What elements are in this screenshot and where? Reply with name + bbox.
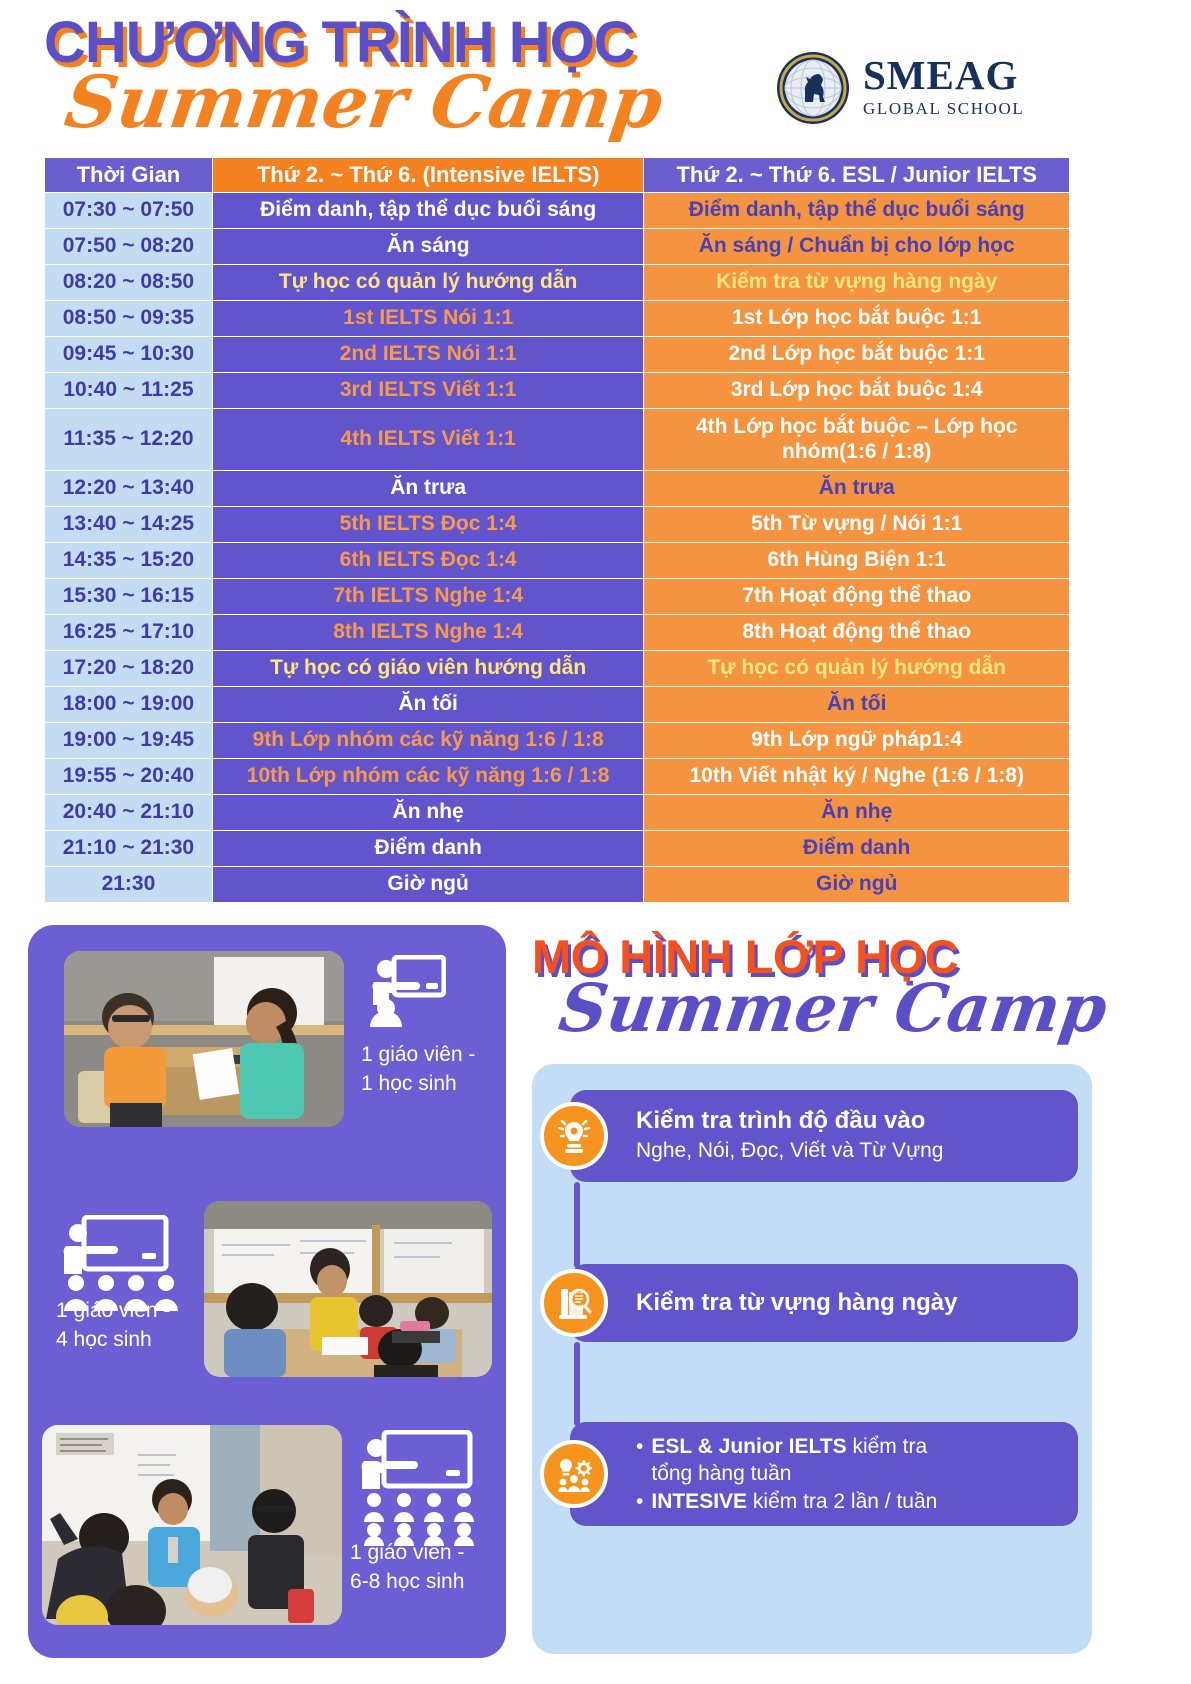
page-title-script: Summer Camp <box>60 59 669 144</box>
cell-time: 08:20 ~ 08:50 <box>45 265 213 301</box>
cell-time: 10:40 ~ 11:25 <box>45 373 213 409</box>
cell-intensive: 4th IELTS Viết 1:1 <box>212 409 644 471</box>
cell-intensive: 10th Lớp nhóm các kỹ năng 1:6 / 1:8 <box>212 759 644 795</box>
cell-intensive: Tự học có giáo viên hướng dẫn <box>212 651 644 687</box>
bullet-line-2: tổng hàng tuần <box>651 1462 792 1486</box>
caption-line-1: 1 giáo viên - <box>361 1043 476 1066</box>
cell-esl: Điểm danh <box>644 831 1070 867</box>
cell-intensive: 3rd IELTS Viết 1:1 <box>212 373 644 409</box>
caption-one-on-one <box>361 1041 475 1099</box>
cell-time: 08:50 ~ 09:35 <box>45 301 213 337</box>
teacher-one-student-icon <box>368 955 446 1034</box>
cell-time: 19:00 ~ 19:45 <box>45 723 213 759</box>
caption-one-to-many <box>350 1539 464 1597</box>
schedule-table <box>44 157 1070 903</box>
cell-esl: 7th Hoạt động thể thao <box>644 579 1070 615</box>
cell-esl: Điểm danh, tập thể dục buổi sáng <box>644 193 1070 229</box>
table-row <box>45 651 1070 687</box>
caption-line-2: 6-8 học sinh <box>350 1569 465 1593</box>
class-model-info-panel <box>512 925 1112 1665</box>
table-row <box>45 867 1070 903</box>
cell-time: 20:40 ~ 21:10 <box>45 795 213 831</box>
cell-time: 16:25 ~ 17:10 <box>45 615 213 651</box>
cell-intensive: 9th Lớp nhóm các kỹ năng 1:6 / 1:8 <box>212 723 644 759</box>
cell-esl: 10th Viết nhật ký / Nghe (1:6 / 1:8) <box>644 759 1070 795</box>
table-row <box>45 795 1070 831</box>
schedule-body <box>45 193 1070 903</box>
logo-name: SMEAG <box>863 51 1019 98</box>
col-header-esl: Thứ 2. ~ Thứ 6. ESL / Junior IELTS <box>644 158 1070 193</box>
assessment-item-weekly-test <box>570 1422 1078 1526</box>
cell-esl: Ăn sáng / Chuẩn bị cho lớp học <box>644 229 1070 265</box>
class-model-photo-panel <box>28 925 506 1658</box>
assessment-item-title: Kiểm tra trình độ đầu vào <box>636 1107 926 1135</box>
cell-time: 12:20 ~ 13:40 <box>45 471 213 507</box>
cell-intensive: 2nd IELTS Nói 1:1 <box>212 337 644 373</box>
cell-esl: Giờ ngủ <box>644 867 1070 903</box>
table-row <box>45 471 1070 507</box>
poster-header <box>0 0 1191 150</box>
connector-line-2 <box>574 1342 580 1426</box>
cell-esl: 5th Từ vựng / Nói 1:1 <box>644 507 1070 543</box>
cell-intensive: Điểm danh, tập thể dục buổi sáng <box>212 193 644 229</box>
table-row <box>45 687 1070 723</box>
assessment-card-list <box>532 1064 1092 1654</box>
caption-line-1: 1 giáo viên - <box>350 1541 465 1564</box>
assessment-item-body <box>636 1433 951 1515</box>
cell-esl: 6th Hùng Biện 1:1 <box>644 543 1070 579</box>
cell-time: 14:35 ~ 15:20 <box>45 543 213 579</box>
cell-time: 19:55 ~ 20:40 <box>45 759 213 795</box>
cell-esl: Tự học có quản lý hướng dẫn <box>644 651 1070 687</box>
cell-esl: 2nd Lớp học bắt buộc 1:1 <box>644 337 1070 373</box>
table-row <box>45 507 1070 543</box>
cell-esl: 9th Lớp ngữ pháp1:4 <box>644 723 1070 759</box>
cell-time: 21:30 <box>45 867 213 903</box>
cell-esl: 3rd Lớp học bắt buộc 1:4 <box>644 373 1070 409</box>
table-row <box>45 759 1070 795</box>
logo-subtitle: GLOBAL SCHOOL <box>863 98 1025 118</box>
section-title-script: Summer Camp <box>554 969 1112 1047</box>
caption-one-to-four <box>56 1297 170 1355</box>
bullet-strong: ESL & Junior IELTS <box>651 1435 847 1459</box>
col-header-time: Thời Gian <box>45 158 213 193</box>
cell-time: 13:40 ~ 14:25 <box>45 507 213 543</box>
assessment-item-body <box>636 1107 957 1164</box>
cell-intensive: 6th IELTS Đọc 1:4 <box>212 543 644 579</box>
cell-time: 18:00 ~ 19:00 <box>45 687 213 723</box>
cell-time: 09:45 ~ 10:30 <box>45 337 213 373</box>
teacher-many-students-icon <box>358 1430 494 1551</box>
table-row <box>45 409 1070 471</box>
photo-small-group-class <box>204 1201 492 1377</box>
col-header-intensive: Thứ 2. ~ Thứ 6. (Intensive IELTS) <box>212 158 644 193</box>
bullet-rest: kiểm tra <box>846 1435 928 1459</box>
cell-esl: Ăn tối <box>644 687 1070 723</box>
table-row <box>45 543 1070 579</box>
cell-esl: Ăn nhẹ <box>644 795 1070 831</box>
cell-time: 07:30 ~ 07:50 <box>45 193 213 229</box>
cell-intensive: Tự học có quản lý hướng dẫn <box>212 265 644 301</box>
caption-line-2: 4 học sinh <box>56 1327 152 1351</box>
cell-time: 11:35 ~ 12:20 <box>45 409 213 471</box>
cell-time: 21:10 ~ 21:30 <box>45 831 213 867</box>
bullet-strong: INTESIVE <box>651 1489 748 1513</box>
lightbulb-test-icon <box>540 1102 608 1170</box>
caption-line-1: 1 giáo viên - <box>56 1299 171 1322</box>
idea-gear-people-icon <box>540 1440 608 1508</box>
cell-intensive: 1st IELTS Nói 1:1 <box>212 301 644 337</box>
cell-intensive: Điểm danh <box>212 831 644 867</box>
page-title: CHƯƠNG TRÌNH HỌC <box>44 10 635 75</box>
table-row <box>45 373 1070 409</box>
table-row <box>45 831 1070 867</box>
cell-intensive: 5th IELTS Đọc 1:4 <box>212 507 644 543</box>
photo-one-on-one-class <box>64 951 344 1127</box>
table-row <box>45 579 1070 615</box>
cell-intensive: 8th IELTS Nghe 1:4 <box>212 615 644 651</box>
table-row <box>45 265 1070 301</box>
cell-intensive: Ăn nhẹ <box>212 795 644 831</box>
assessment-item-body <box>636 1289 971 1318</box>
table-header-row <box>45 158 1070 193</box>
cell-esl: 1st Lớp học bắt buộc 1:1 <box>644 301 1070 337</box>
table-row <box>45 193 1070 229</box>
cell-time: 07:50 ~ 08:20 <box>45 229 213 265</box>
bullet-text <box>651 1488 937 1515</box>
cell-intensive: Ăn sáng <box>212 229 644 265</box>
bullet-rest: kiểm tra 2 lần / tuần <box>747 1489 938 1513</box>
bullet-marker: • <box>636 1435 644 1459</box>
caption-line-2: 1 học sinh <box>361 1071 457 1095</box>
header-title-block <box>44 10 669 144</box>
assessment-item-daily-vocab <box>570 1264 1078 1342</box>
bullet-text <box>651 1433 927 1488</box>
smeag-emblem-icon <box>775 50 851 126</box>
table-row <box>45 723 1070 759</box>
cell-intensive: 7th IELTS Nghe 1:4 <box>212 579 644 615</box>
assessment-item-subtitle: Nghe, Nói, Đọc, Viết và Từ Vựng <box>636 1139 944 1163</box>
cell-esl: 8th Hoạt động thể thao <box>644 615 1070 651</box>
cell-esl: 4th Lớp học bắt buộc – Lớp học nhóm(1:6 / 1:8) <box>644 409 1070 471</box>
bullet-item-intensive <box>636 1488 937 1515</box>
section-title: MÔ HÌNH LỚP HỌC <box>532 930 959 983</box>
table-row <box>45 301 1070 337</box>
bullet-marker: • <box>636 1489 644 1513</box>
cell-time: 15:30 ~ 16:15 <box>45 579 213 615</box>
table-row <box>45 229 1070 265</box>
bullet-item-esl <box>636 1433 937 1488</box>
cell-intensive: Ăn trưa <box>212 471 644 507</box>
book-magnifier-icon <box>540 1269 608 1337</box>
cell-esl: Ăn trưa <box>644 471 1070 507</box>
cell-esl: Kiểm tra từ vựng hàng ngày <box>644 265 1070 301</box>
smeag-logo <box>775 50 1024 126</box>
photo-large-group-class <box>42 1425 342 1625</box>
cell-intensive: Ăn tối <box>212 687 644 723</box>
logo-text-block <box>863 51 1025 122</box>
assessment-item-title: Kiểm tra từ vựng hàng ngày <box>636 1288 958 1316</box>
cell-intensive: Giờ ngủ <box>212 867 644 903</box>
table-row <box>45 337 1070 373</box>
table-row <box>45 615 1070 651</box>
assessment-item-entry-test <box>570 1090 1078 1182</box>
cell-time: 17:20 ~ 18:20 <box>45 651 213 687</box>
connector-line-1 <box>574 1182 580 1268</box>
